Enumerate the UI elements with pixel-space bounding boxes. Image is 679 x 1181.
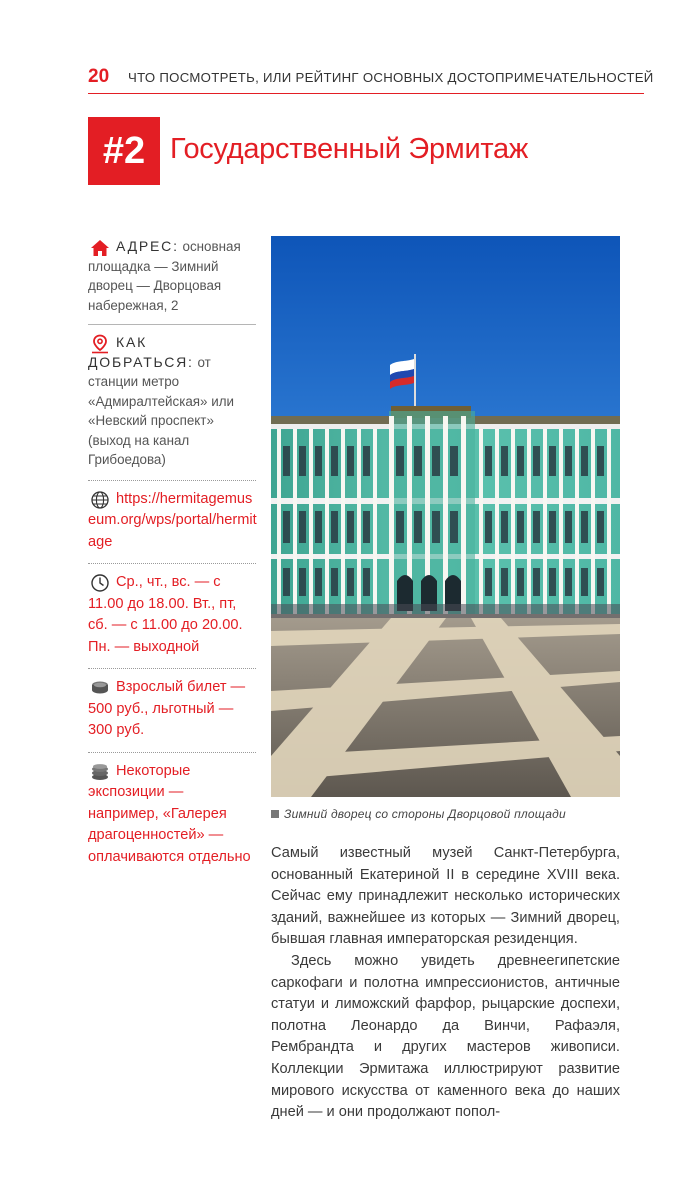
price-value: Взрослый билет — 500 руб., льготный — 300 руб. bbox=[88, 679, 246, 738]
paragraph-1: Самый известный музей Санкт-Петербурга, основанный Екатериной II в середине XVIII века. Сейчас ему принадлежит несколько исторических зданий, важнейшее из которых — Зимний дворец, бывшая главная императорская резиденция. bbox=[271, 845, 620, 948]
website-block bbox=[88, 489, 258, 554]
directions-label: КАК ДОБРАТЬСЯ: bbox=[88, 334, 194, 370]
dotted-divider bbox=[88, 480, 256, 481]
coin-icon bbox=[90, 678, 110, 698]
dotted-divider bbox=[88, 752, 256, 753]
article-body bbox=[271, 843, 620, 1124]
dotted-divider bbox=[88, 563, 256, 564]
directions-value: от станции метро «Адмиралтейская» или «Невский проспект» (выход на канал Грибоедова) bbox=[88, 354, 234, 467]
rank-badge: #2 bbox=[88, 117, 160, 185]
map-pin-icon bbox=[90, 334, 110, 354]
running-title: ЧТО ПОСМОТРЕТЬ, ИЛИ РЕЙТИНГ ОСНОВНЫХ ДОСТОПРИМЕЧАТЕЛЬНОСТЕЙ bbox=[128, 70, 654, 85]
address-label: АДРЕС: bbox=[116, 238, 179, 254]
dotted-divider bbox=[88, 668, 256, 669]
hours-value: Ср., чт., вс. — с 11.00 до 18.00. Вт., пт, сб. — с 11.00 до 20.00. Пн. — выходной bbox=[88, 574, 243, 655]
clock-icon bbox=[90, 573, 110, 593]
price-block bbox=[88, 677, 258, 742]
directions-block bbox=[88, 333, 258, 470]
entry-title: Государственный Эрмитаж bbox=[170, 133, 528, 165]
winter-palace-photo bbox=[271, 236, 620, 797]
caption-text: Зимний дворец со стороны Дворцовой площади bbox=[284, 807, 566, 821]
info-sidebar bbox=[88, 237, 258, 868]
extra-fee-value: Некоторые экспозиции — например, «Галерея драгоценностей» — оплачиваются отдельно bbox=[88, 762, 251, 865]
paragraph-2: Здесь можно увидеть древнеегипетские саркофаги и полотна импрессионистов, античные статуи и лиможский фарфор, рыцарские доспехи, полотна Леонардо да Винчи, Рафаэля, Рембрандта и других мастеров живописи. Коллекции Эрмитажа иллюстрируют развитие мирового искусства от каменного века до наших дней — и они продолжают попол- bbox=[271, 952, 620, 1121]
address-block bbox=[88, 237, 258, 315]
extra-fee-block bbox=[88, 761, 258, 869]
coins-stack-icon bbox=[90, 762, 110, 782]
website-link[interactable]: https://hermitagemuseum.org/wps/portal/hermitage bbox=[88, 490, 257, 550]
address-value: основная площадка — Зимний дворец — Дворцовая набережная, 2 bbox=[88, 239, 241, 313]
divider bbox=[88, 324, 256, 325]
house-icon bbox=[90, 238, 110, 258]
hours-block bbox=[88, 572, 258, 658]
photo-caption bbox=[271, 807, 566, 821]
caption-marker bbox=[271, 810, 279, 818]
page-number: 20 bbox=[88, 66, 110, 87]
globe-icon bbox=[90, 490, 110, 510]
header-divider bbox=[88, 93, 644, 94]
running-header bbox=[88, 66, 654, 92]
